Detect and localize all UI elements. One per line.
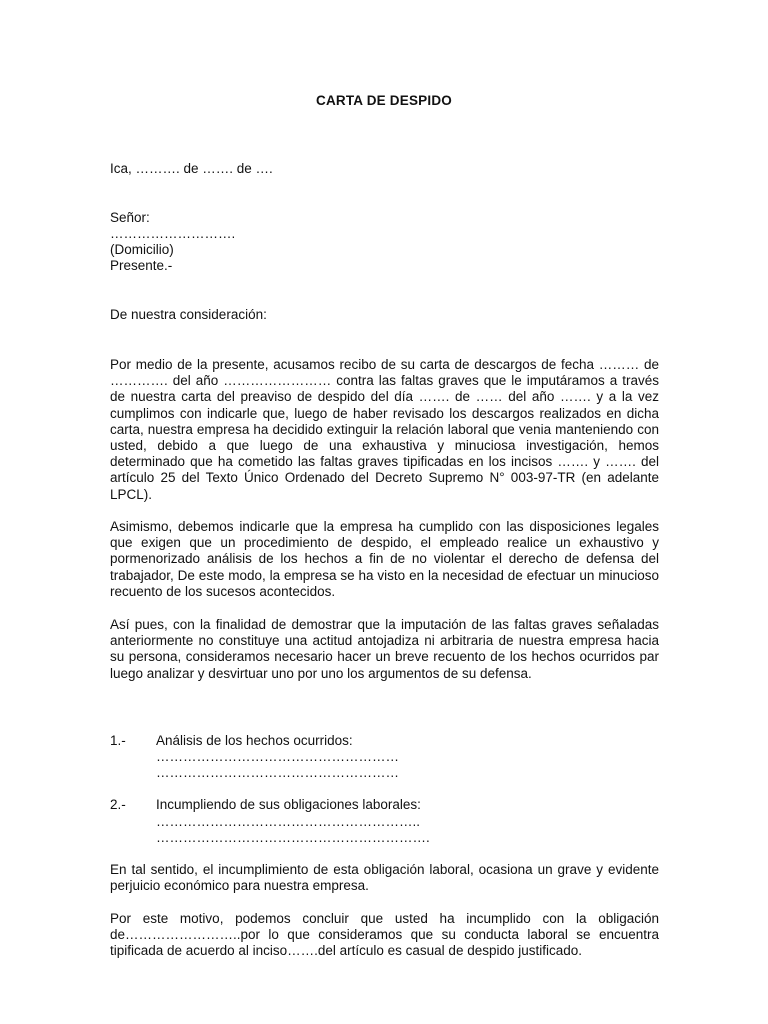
item-1-dots-line-2: ………………………………………………	[156, 765, 399, 780]
document-title: CARTA DE DESPIDO	[316, 93, 452, 108]
closing-paragraph-1: En tal sentido, el incumplimiento de esta obligación laboral, ocasiona un grave y evidente perjuicio económico para nuestra empresa.	[110, 862, 659, 894]
greeting: De nuestra consideración:	[110, 307, 267, 322]
item-2-dots-line-1: …………………………………………………..	[156, 814, 421, 829]
item-2-dots-line-2: …………………………………………………….	[156, 830, 430, 845]
item-2-number: 2.-	[110, 797, 126, 812]
body-paragraph-3: Así pues, con la finalidad de demostrar que la imputación de las faltas graves señaladas anteriormente no constituye una actitud antojadiza ni arbitraria de nuestra empresa hacia su persona, consideramos necesario hacer un breve recuento de los hechos ocurridos par luego analizar y desvirtuar uno por uno los argumentos de su defensa.	[110, 617, 659, 681]
item-1-dots-line-1: ………………………………………………	[156, 749, 399, 764]
item-2-heading: Incumpliendo de sus obligaciones laborales:	[156, 797, 421, 812]
item-1-heading: Análisis de los hechos ocurridos:	[156, 733, 353, 748]
salutation: Señor:	[110, 210, 150, 225]
present-line: Presente.-	[110, 258, 173, 273]
recipient-domicile: (Domicilio)	[110, 242, 174, 257]
body-paragraph-2: Asimismo, debemos indicarle que la empresa ha cumplido con las disposiciones legales que exigen que un procedimiento de despido, el empleado realice un exhaustivo y pormenorizado análisis de los hechos a fin de no violentar el derecho de defensa del trabajador, De este modo, la empresa se ha visto en la necesidad de efectuar un minucioso recuento de los sucesos acontecidos.	[110, 519, 659, 599]
place-date-line: Ica, ………. de ……. de ….	[110, 161, 273, 176]
recipient-name-placeholder: ……………………….	[110, 226, 236, 241]
body-paragraph-1: Por medio de la presente, acusamos recibo de su carta de descargos de fecha ……… de …………. del año …………………… contra las faltas graves que le imputáramos a través de nuestra carta del preaviso de despido del día ……. de …… del año ……. y a la vez cumplimos con indicarle que, luego de haber revisado los descargos realizados en dicha carta, nuestra empresa ha decidido extinguir la relación laboral que venia manteniendo con usted, debido a que luego de una exhaustiva y minuciosa investigación, hemos determinado que ha cometido las faltas graves tipificadas en los incisos ……. y ……. del artículo 25 del Texto Único Ordenado del Decreto Supremo N° 003-97-TR (en adelante LPCL).	[110, 357, 659, 502]
closing-paragraph-2: Por este motivo, podemos concluir que usted ha incumplido con la obligación de……………………..por lo que consideramos que su conducta laboral se encuentra tipificada de acuerdo al inciso…….del artículo es casual de despido justificado.	[110, 911, 659, 959]
item-1-number: 1.-	[110, 733, 126, 748]
